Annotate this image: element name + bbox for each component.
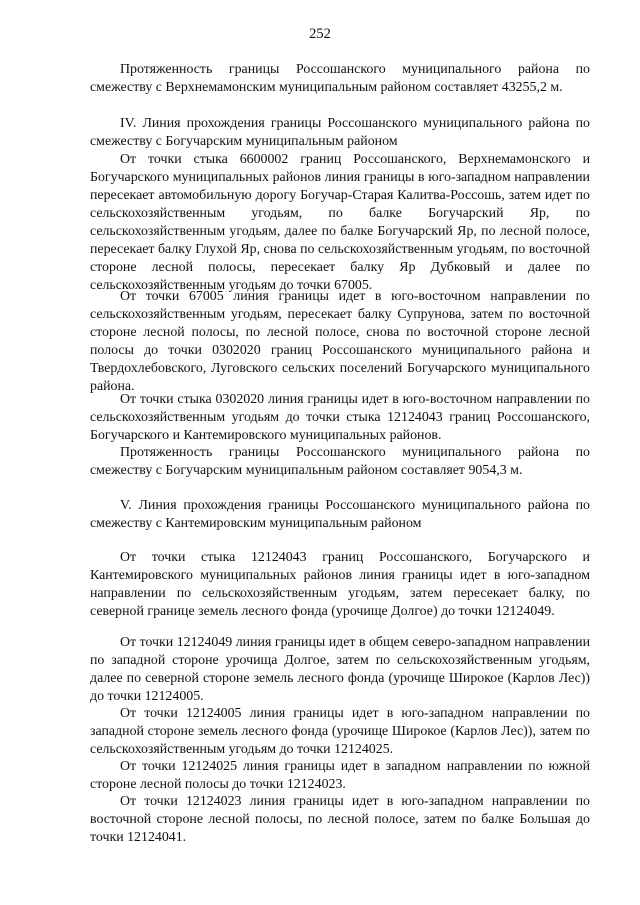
paragraph-point-67005: От точки 67005 линия границы идет в юго-восточном направлении по сельскохозяйственным угодьям, пересекает балку Супрунова, затем по восточной стороне лесной полосы, по лесной полосе, снова по восточной стороне лесной полосы до точки 0302020 границ Россошанского муниципального района и Твердохлебовского, Луговского сельских поселений Богучарского муниципального района.	[90, 289, 590, 394]
paragraph-point-12124043: От точки стыка 12124043 границ Россошанского, Богучарского и Кантемировского муниципальных районов линия границы идет в юго-западном направлении по сельскохозяйственным угодьям, затем пересекает балку, по северной границе земель лесного фонда (урочище Долгое) до точки 12124049.	[90, 550, 590, 619]
paragraph-point-12124049: От точки 12124049 линия границы идет в общем северо-западном направлении по западной стороне урочища Долгое, затем по сельскохозяйственным угодьям, далее по северной стороне земель лесного фонда (урочище Широкое (Карлов Лес)) до точки 12124005.	[90, 635, 591, 704]
paragraph-length-verkhnemamonsky: Протяженность границы Россошанского муниципального района по смежеству с Верхнемамонским муниципальным районом составляет 43255,2 м.	[90, 62, 590, 95]
paragraph-point-12124023: От точки 12124023 линия границы идет в юго-западном направлении по восточной стороне лесной полосы, по лесной полосе, затем по балке Большая до точки 12124041.	[90, 794, 590, 845]
section-heading-v: V. Линия прохождения границы Россошанского муниципального района по смежеству с Кантемировским муниципальным районом	[90, 498, 590, 531]
paragraph-length-bogucharsky: Протяженность границы Россошанского муниципального района по смежеству с Богучарским муниципальным районом составляет 9054,3 м.	[90, 445, 590, 478]
paragraph-point-12124005: От точки 12124005 линия границы идет в юго-западном направлении по западной стороне земель лесного фонда (урочище Широкое (Карлов Лес)), затем по сельскохозяйственным угодьям до точки 12124025.	[90, 706, 590, 757]
paragraph-point-6600002: От точки стыка 6600002 границ Россошанского, Верхнемамонского и Богучарского муниципальных районов линия границы в юго-западном направлении пересекает автомобильную дорогу Богучар-Старая Калитва-Россошь, затем идет по сельскохозяйственным угодьям, по балке Богучарский Яр, по сельскохозяйственным угодьям, далее по балке Богучарский Яр, по лесной полосе, пересекает балку Глухой Яр, снова по сельскохозяйственным угодьям, по восточной стороне лесной полосы, пересекает балку Яр Дубковый и далее по сельскохозяйственным угодьям до точки 67005.	[90, 152, 590, 293]
page-number: 252	[309, 26, 331, 42]
section-heading-iv: IV. Линия прохождения границы Россошанского муниципального района по смежеству с Богучарским муниципальным районом	[90, 116, 590, 149]
paragraph-point-12124025: От точки 12124025 линия границы идет в западном направлении по южной стороне лесной полосы до точки 12124023.	[90, 759, 590, 792]
paragraph-point-0302020: От точки стыка 0302020 линия границы идет в юго-восточном направлении по сельскохозяйственным угодьям до точки стыка 12124043 границ Россошанского, Богучарского и Кантемировского муниципальных районов.	[90, 392, 590, 443]
